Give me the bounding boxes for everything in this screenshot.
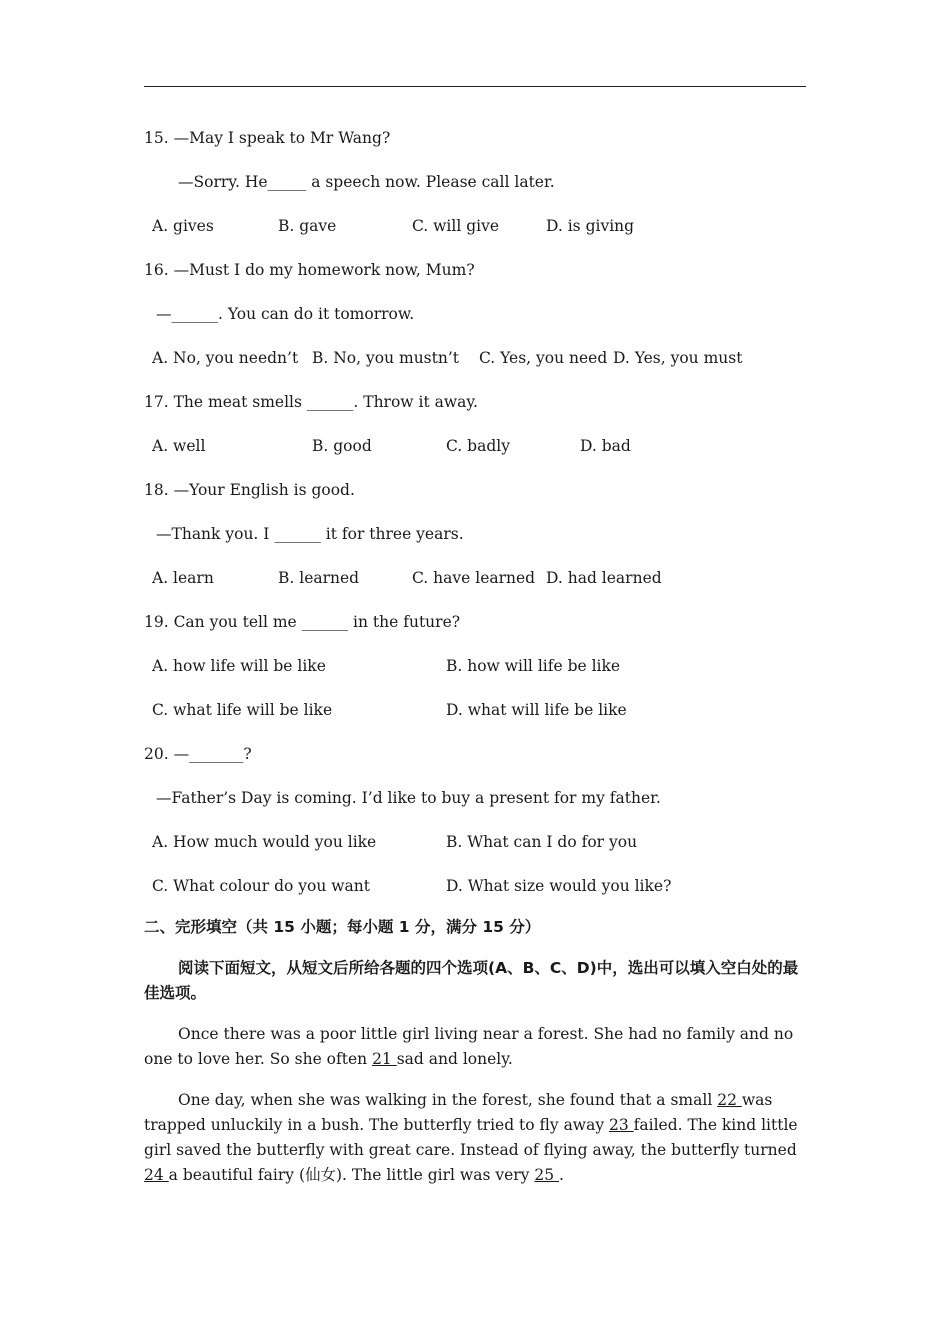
question-15-reply: —Sorry. He_____ a speech now. Please call later. xyxy=(178,173,555,191)
blank-21: 21 xyxy=(372,1050,397,1068)
question-17-option-c: C. badly xyxy=(446,437,510,455)
question-18-option-d: D. had learned xyxy=(546,569,662,587)
question-19-option-c: C. what life will be like xyxy=(152,701,333,719)
passage-paragraph-2 xyxy=(144,1088,806,1188)
blank-23: 23 xyxy=(609,1116,634,1134)
passage-text: One day, when she was walking in the forest, she found that a small xyxy=(178,1091,718,1109)
question-17-stem: 17. The meat smells ______. Throw it away. xyxy=(144,393,478,411)
question-18-option-a: A. learn xyxy=(152,569,214,587)
question-20-option-d: D. What size would you like? xyxy=(446,877,672,895)
passage-text: sad and lonely. xyxy=(396,1050,513,1068)
section-instruction: 阅读下面短文，从短文后所给各题的四个选项(A、B、C、D)中，选出可以填入空白处的最佳选项。 xyxy=(144,959,799,1002)
header-rule xyxy=(144,86,806,87)
question-18-option-c: C. have learned xyxy=(412,569,536,587)
question-19-option-a: A. how life will be like xyxy=(152,657,326,675)
passage-text: . xyxy=(559,1166,564,1184)
passage-paragraph-1 xyxy=(144,1022,806,1072)
question-15-option-b: B. gave xyxy=(278,217,337,235)
question-18-stem: 18. —Your English is good. xyxy=(144,481,355,499)
question-19-option-b: B. how will life be like xyxy=(446,657,621,675)
question-16-option-c: C. Yes, you need xyxy=(479,349,608,367)
question-18-option-b: B. learned xyxy=(278,569,360,587)
question-18-reply: —Thank you. I ______ it for three years. xyxy=(156,525,464,543)
question-16-option-a: A. No, you needn’t xyxy=(152,349,299,367)
question-15-option-a: A. gives xyxy=(152,217,214,235)
question-16-option-b: B. No, you mustn’t xyxy=(312,349,459,367)
question-20-option-a: A. How much would you like xyxy=(152,833,377,851)
question-17-option-d: D. bad xyxy=(580,437,631,455)
passage-text: was trapped unluckily in a bush. The butterfly tried to fly away xyxy=(144,1091,773,1134)
section-heading: 二、完形填空（共 15 小题；每小题 1 分，满分 15 分） xyxy=(144,918,541,936)
question-16-stem: 16. —Must I do my homework now, Mum? xyxy=(144,261,475,279)
question-15-stem: 15. —May I speak to Mr Wang? xyxy=(144,129,391,147)
question-17-option-a: A. well xyxy=(152,437,206,455)
blank-24: 24 xyxy=(144,1166,169,1184)
question-20-option-b: B. What can I do for you xyxy=(446,833,638,851)
blank-22: 22 xyxy=(717,1091,742,1109)
question-17-option-b: B. good xyxy=(312,437,372,455)
question-20-option-c: C. What colour do you want xyxy=(152,877,370,895)
question-15-option-c: C. will give xyxy=(412,217,500,235)
question-15-option-d: D. is giving xyxy=(546,217,635,235)
question-20-stem: 20. —_______? xyxy=(144,745,252,763)
passage-text: Once there was a poor little girl living near a forest. She had no family and no one to love her. So she often xyxy=(144,1025,794,1068)
question-19-stem: 19. Can you tell me ______ in the future? xyxy=(144,613,461,631)
question-16-option-d: D. Yes, you must xyxy=(613,349,743,367)
passage-text: a beautiful fairy (仙女). The little girl was very xyxy=(168,1166,535,1184)
question-19-option-d: D. what will life be like xyxy=(446,701,627,719)
question-16-reply: —______. You can do it tomorrow. xyxy=(156,305,415,323)
passage-text: failed. The kind little girl saved the butterfly with great care. Instead of flying away, the butterfly turned xyxy=(144,1116,798,1159)
question-20-reply: —Father’s Day is coming. I’d like to buy a present for my father. xyxy=(156,789,661,807)
blank-25: 25 xyxy=(534,1166,560,1184)
